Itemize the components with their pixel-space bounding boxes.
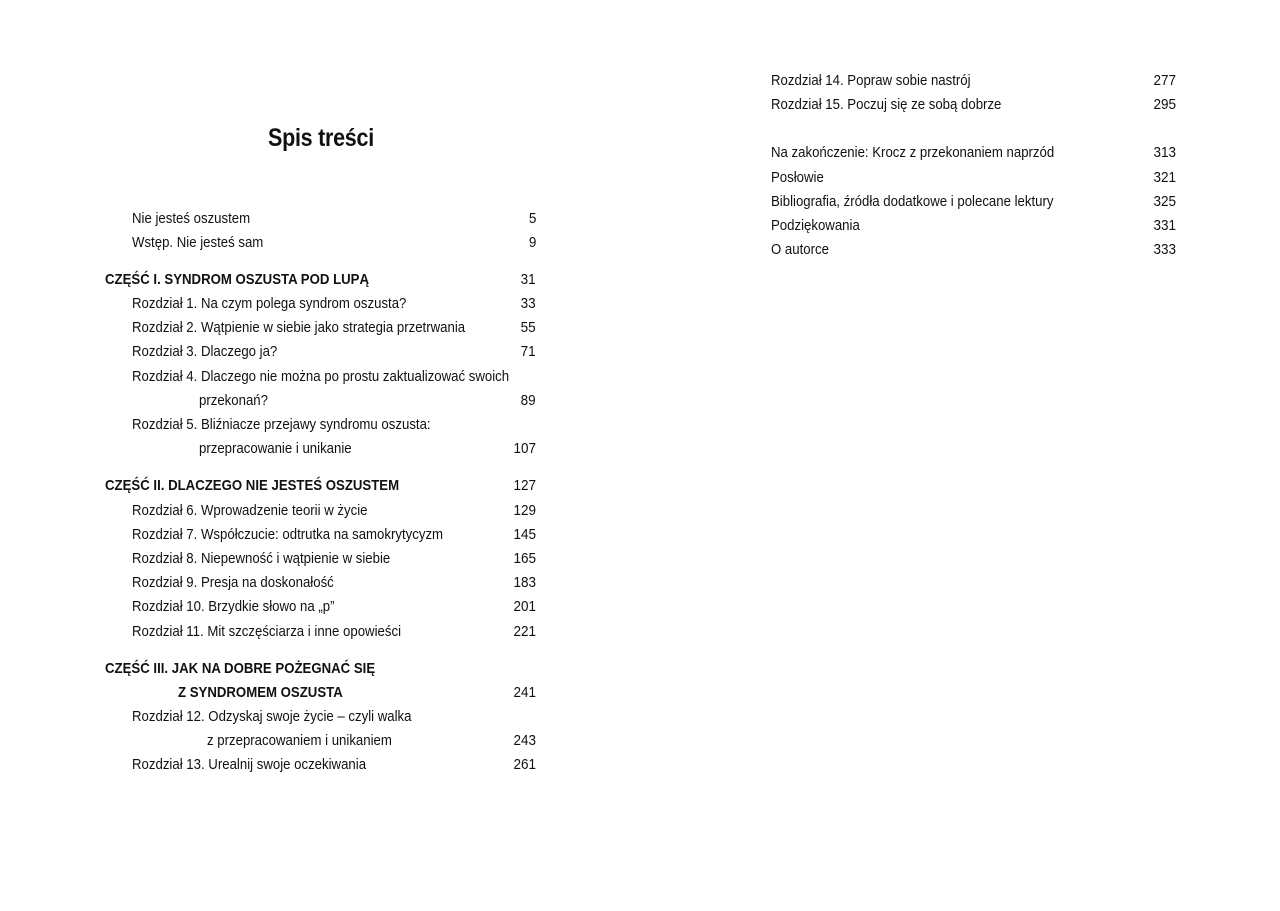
entry-page-number: 295 xyxy=(1153,96,1176,114)
page-title: Spis treści xyxy=(268,124,374,152)
entry-label-continuation: przepracowanie i unikanie xyxy=(199,440,352,458)
toc-entry xyxy=(640,190,1280,214)
toc-entry xyxy=(0,523,640,547)
toc-entry xyxy=(0,620,640,644)
entry-page-number: 33 xyxy=(520,295,536,313)
entry-page-number: 331 xyxy=(1153,216,1176,234)
entry-page-number: 321 xyxy=(1153,168,1176,186)
entry-label: Rozdział 5. Bliźniacze przejawy syndromu oszusta: xyxy=(132,416,431,433)
toc-entry xyxy=(0,571,640,595)
toc-entry xyxy=(640,93,1280,117)
entry-label: Rozdział 6. Wprowadzenie teorii w życie xyxy=(132,501,368,519)
entry-label-continuation: z przepracowaniem i unikaniem xyxy=(207,732,392,750)
toc-entry xyxy=(0,413,640,437)
entry-label: Rozdział 2. Wątpienie w siebie jako strategia przetrwania xyxy=(132,319,466,337)
entry-label: Na zakończenie: Krocz z przekonaniem naprzód xyxy=(771,144,1055,162)
toc-part-heading xyxy=(0,268,640,292)
entry-page-number: 183 xyxy=(513,574,536,592)
entry-label: Rozdział 1. Na czym polega syndrom oszusta? xyxy=(132,295,407,313)
part-title: CZĘŚĆ III. JAK NA DOBRE POŻEGNAĆ SIĘ xyxy=(105,659,376,677)
entry-label: Rozdział 15. Poczuj się ze sobą dobrze xyxy=(771,96,1002,114)
toc-part-heading xyxy=(0,657,640,681)
entry-page-number: 313 xyxy=(1153,144,1176,162)
toc-entry xyxy=(640,141,1280,165)
entry-label: Rozdział 9. Presja na doskonałość xyxy=(132,574,334,592)
entry-page-number: 71 xyxy=(520,343,536,361)
toc-entry xyxy=(0,231,640,255)
toc-entry xyxy=(640,69,1280,93)
entry-label: Podziękowania xyxy=(771,216,860,234)
toc-entry xyxy=(640,166,1280,190)
toc-entry-continuation xyxy=(0,437,640,461)
entry-page-number: 333 xyxy=(1153,241,1176,259)
entry-label: Rozdział 3. Dlaczego ja? xyxy=(132,343,278,361)
toc-list xyxy=(640,69,1280,262)
entry-label: Rozdział 13. Urealnij swoje oczekiwania xyxy=(132,756,367,774)
entry-label: Rozdział 7. Współczucie: odtrutka na samokrytycyzm xyxy=(132,525,444,543)
entry-page-number: 165 xyxy=(513,549,536,567)
entry-page-number: 9 xyxy=(528,234,536,252)
entry-page-number: 325 xyxy=(1153,192,1176,210)
entry-page-number: 55 xyxy=(520,319,536,337)
part-title-continuation: Z SYNDROMEM OSZUSTA xyxy=(178,683,343,701)
part-page-number: 127 xyxy=(513,477,536,495)
entry-page-number: 201 xyxy=(513,598,536,616)
toc-entry xyxy=(0,705,640,729)
entry-page-number: 89 xyxy=(520,391,536,409)
entry-page-number: 5 xyxy=(528,210,536,227)
entry-label: Wstęp. Nie jesteś sam xyxy=(132,234,264,252)
entry-page-number: 145 xyxy=(513,525,536,543)
entry-label: Rozdział 14. Popraw sobie nastrój xyxy=(771,72,971,89)
entry-label: Rozdział 10. Brzydkie słowo na „p” xyxy=(132,598,335,616)
toc-entry xyxy=(640,214,1280,238)
entry-label-continuation: przekonań? xyxy=(199,391,268,409)
entry-page-number: 107 xyxy=(513,440,536,458)
toc-entry xyxy=(0,207,640,231)
entry-label: Rozdział 8. Niepewność i wątpienie w siebie xyxy=(132,549,391,567)
entry-page-number: 277 xyxy=(1153,72,1176,89)
entry-page-number: 243 xyxy=(513,732,536,750)
entry-page-number: 261 xyxy=(513,756,536,774)
toc-part-heading xyxy=(0,474,640,498)
toc-entry xyxy=(0,292,640,316)
entry-label: Rozdział 11. Mit szczęściarza i inne opowieści xyxy=(132,622,402,640)
toc-entry-continuation xyxy=(0,729,640,753)
entry-label: Rozdział 4. Dlaczego nie można po prostu zaktualizować swoich xyxy=(132,367,510,385)
part-page-number: 241 xyxy=(513,683,536,701)
toc-entry-continuation xyxy=(0,389,640,413)
entry-label: Rozdział 12. Odzyskaj swoje życie – czyli walka xyxy=(132,708,412,726)
entry-label: Bibliografia, źródła dodatkowe i polecane lektury xyxy=(771,192,1054,210)
toc-entry xyxy=(0,499,640,523)
entry-label: Nie jesteś oszustem xyxy=(132,210,251,227)
right-page xyxy=(640,0,1280,911)
toc-part-heading-continuation xyxy=(0,681,640,705)
toc-entry xyxy=(640,238,1280,262)
toc-entry xyxy=(0,753,640,777)
toc-entry xyxy=(0,316,640,340)
toc-entry xyxy=(0,365,640,389)
toc-entry xyxy=(0,595,640,619)
entry-page-number: 129 xyxy=(513,501,536,519)
part-page-number: 31 xyxy=(520,270,536,288)
entry-page-number: 221 xyxy=(513,622,536,640)
toc-entry xyxy=(0,547,640,571)
part-title: CZĘŚĆ I. SYNDROM OSZUSTA POD LUPĄ xyxy=(105,270,370,288)
entry-label: Posłowie xyxy=(771,168,824,186)
entry-label: O autorce xyxy=(771,241,829,259)
part-title: CZĘŚĆ II. DLACZEGO NIE JESTEŚ OSZUSTEM xyxy=(105,477,400,495)
toc-entry xyxy=(0,340,640,364)
toc-list xyxy=(0,207,640,778)
